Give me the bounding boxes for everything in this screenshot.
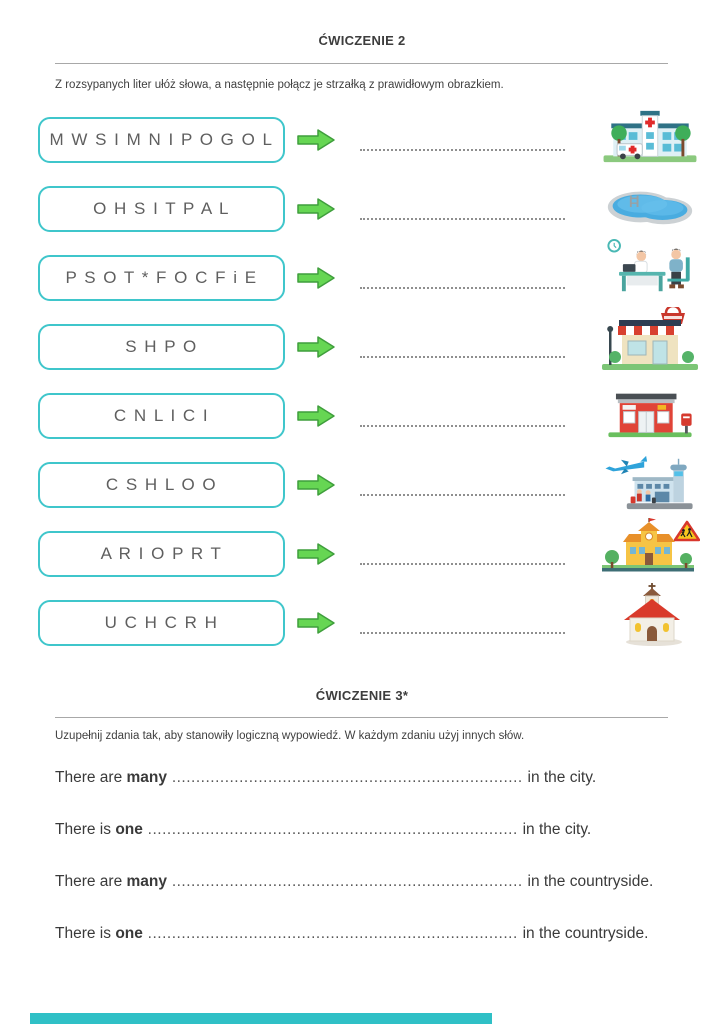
word-row	[38, 600, 698, 646]
arrow-right-icon	[296, 403, 336, 429]
arrow-right-icon	[296, 541, 336, 567]
shop-image	[600, 307, 700, 373]
exercise2-instruction: Z rozsypanych liter ułóż słowa, a następnie połącz je strzałką z prawidłowym obrazkiem.	[55, 79, 504, 91]
airport-image	[600, 452, 700, 512]
answer-line	[360, 216, 565, 220]
sentence	[55, 925, 695, 943]
sentence-text: There are	[55, 769, 127, 786]
scrambled-letters: S H P O	[125, 337, 198, 356]
answer-line	[360, 561, 565, 565]
answer-line	[360, 630, 565, 634]
sentence-dots: .........................................................................	[167, 769, 528, 786]
office-counter-image	[600, 238, 700, 298]
arrow-right-icon	[296, 196, 336, 222]
scrambled-letters: M W S I M N I P O G O L	[49, 130, 274, 149]
church-image	[600, 583, 700, 647]
scrambled-letters: U C H C R H	[104, 613, 219, 632]
sentence-text: There is	[55, 821, 116, 838]
sentence-bold-word: many	[126, 769, 168, 786]
sentence-bold-word: many	[126, 873, 168, 890]
exercise2-divider	[55, 63, 668, 64]
letter-box	[38, 462, 285, 508]
letter-box	[38, 393, 285, 439]
hospital-image	[600, 107, 700, 167]
letter-box	[38, 117, 285, 163]
word-row	[38, 324, 698, 370]
sentence-text: There is	[55, 925, 116, 942]
arrow-right-icon	[296, 334, 336, 360]
sentence-bold-word: one	[115, 925, 143, 942]
word-row	[38, 531, 698, 577]
letter-box	[38, 324, 285, 370]
letter-box	[38, 186, 285, 232]
scrambled-letters: O H S I T P A L	[93, 199, 230, 218]
sentence-bold-word: one	[115, 821, 143, 838]
swimming-pool-image	[600, 184, 700, 230]
sentence-dots: .........................................................................	[167, 873, 528, 890]
arrow-right-icon	[296, 610, 336, 636]
word-row	[38, 393, 698, 439]
answer-line	[360, 354, 565, 358]
scrambled-letters: C S H L O O	[105, 475, 218, 494]
scrambled-letters: C N L I C I	[113, 406, 210, 425]
answer-line	[360, 285, 565, 289]
sentence-text: in the city.	[527, 769, 597, 786]
word-row	[38, 462, 698, 508]
footer-accent-bar	[30, 1013, 492, 1024]
arrow-right-icon	[296, 472, 336, 498]
sentence	[55, 769, 695, 787]
scrambled-letters: P S O T * F O C F i E	[65, 268, 258, 287]
arrow-right-icon	[296, 265, 336, 291]
letter-box	[38, 600, 285, 646]
word-row	[38, 255, 698, 301]
exercise3-title: ĆWICZENIE 3*	[315, 688, 409, 703]
sentence-text: in the countryside.	[527, 873, 654, 890]
post-office-building-image	[600, 388, 700, 440]
answer-line	[360, 423, 565, 427]
school-image	[600, 518, 700, 576]
exercise2-title: ĆWICZENIE 2	[318, 33, 406, 48]
sentence	[55, 873, 695, 891]
word-row	[38, 186, 698, 232]
answer-line	[360, 492, 565, 496]
arrow-right-icon	[296, 127, 336, 153]
sentence-dots: .............................................................................	[142, 821, 523, 838]
exercise3-instruction: Uzupełnij zdania tak, aby stanowiły logiczną wypowiedź. W każdym zdaniu użyj innych słów.	[55, 730, 525, 742]
sentence-dots: .............................................................................	[142, 925, 523, 942]
scrambled-letters: A R I O P R T	[100, 544, 223, 563]
letter-box	[38, 255, 285, 301]
word-row	[38, 117, 698, 163]
exercise3-divider	[55, 717, 668, 718]
sentence-text: in the city.	[522, 821, 592, 838]
sentence-text: in the countryside.	[522, 925, 649, 942]
answer-line	[360, 147, 565, 151]
letter-box	[38, 531, 285, 577]
sentence-text: There are	[55, 873, 127, 890]
sentence	[55, 821, 695, 839]
